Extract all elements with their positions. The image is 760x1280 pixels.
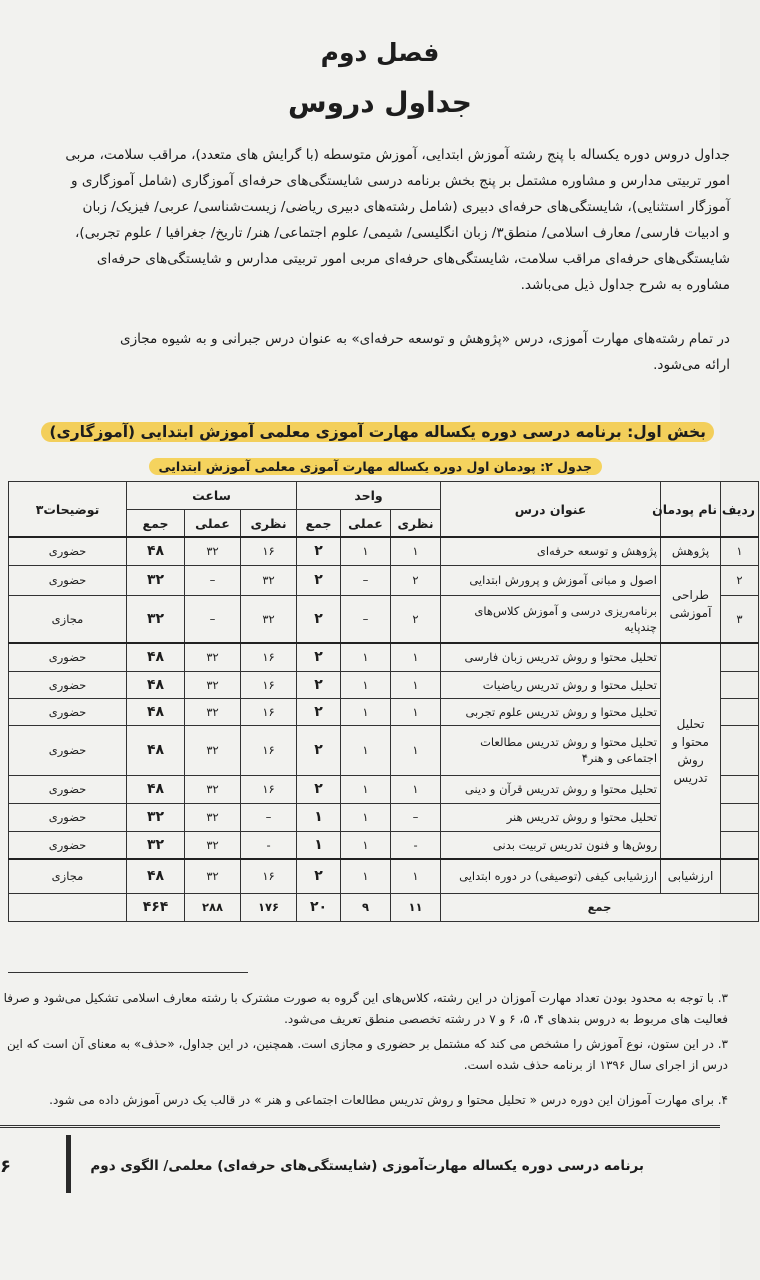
delivery-mode: مجازی xyxy=(9,859,127,893)
unit-practical: ۱ xyxy=(341,859,391,893)
hour-group-header: ساعت xyxy=(127,482,297,510)
course-title: تحلیل محتوا و روش تدریس هنر xyxy=(441,803,661,831)
unit-practical: ۱ xyxy=(341,698,391,725)
footnote-line: فعالیت های مربوط به دروس بندهای ۴، ۵، ۶ و ۷ در رشته تخصصی منطق تعریف می‌شود. xyxy=(284,1012,728,1026)
total-hour-practical: ۲۸۸ xyxy=(185,893,241,921)
unit-theory: ۱ xyxy=(391,643,441,671)
hour-theory: ۱۶ xyxy=(241,775,297,803)
unit-theory: ۱ xyxy=(391,725,441,775)
paragraph-line: در تمام رشته‌های مهارت آموزی، درس «پژوهش و توسعه حرفه‌ای» به عنوان درس جبرانی و به شیوه مجازی xyxy=(119,331,730,347)
footer-text: برنامه درسی دوره یکساله مهارت‌آموزی (شایستگی‌های حرفه‌ای) معلمی/ الگوی دوم xyxy=(90,1158,644,1174)
unit-theory: - xyxy=(391,831,441,859)
hour-practical: – xyxy=(185,595,241,643)
course-title: تحلیل محتوا و روش تدریس مطالعات اجتماعی و هنر۴ xyxy=(441,725,661,775)
row-number xyxy=(721,831,759,859)
unit-sum: ۲ xyxy=(297,725,341,775)
hour-theory: ۱۶ xyxy=(241,725,297,775)
footnote-line: ۳. با توجه به محدود بودن تعداد مهارت آموزان در این رشته، کلاس‌های این گروه به صورت مشترک با رشته معارف اسلامی تشکیل می‌شود و صرفا xyxy=(3,991,728,1005)
total-hour-sum: ۴۶۴ xyxy=(127,893,185,921)
page-number: ۶ xyxy=(0,1156,11,1177)
unit-theory: ۱ xyxy=(391,537,441,565)
hour-practical: ۳۲ xyxy=(185,537,241,565)
hour-practical: ۳۲ xyxy=(185,831,241,859)
course-title: ارزشیابی کیفی (توصیفی) در دوره ابتدایی xyxy=(441,859,661,893)
footnote-line: ۴. برای مهارت آموزان این دوره درس « تحلیل محتوا و روش تدریس مطالعات اجتماعی و هنر » در قالب یک درس آموزش داده می شود. xyxy=(49,1093,728,1107)
table-row xyxy=(9,565,759,595)
paragraph-line: شایستگی‌های حرفه‌ای مراقب سلامت، شایستگی‌های حرفه‌ای مربی امور تربیتی مدارس و شایستگی‌های حرفه‌ای xyxy=(96,251,730,267)
row-number-header: ردیف xyxy=(721,482,759,538)
unit-sum: ۲ xyxy=(297,671,341,698)
unit-practical: ۱ xyxy=(341,803,391,831)
row-number xyxy=(721,671,759,698)
total-row xyxy=(9,893,759,921)
hour-practical: ۳۲ xyxy=(185,698,241,725)
hour-theory: ۱۶ xyxy=(241,643,297,671)
unit-practical: ۱ xyxy=(341,775,391,803)
hour-practical-header: عملی xyxy=(185,510,241,538)
total-unit-sum: ۲۰ xyxy=(297,893,341,921)
hour-sum: ۴۸ xyxy=(127,643,185,671)
unit-theory: – xyxy=(391,803,441,831)
course-table xyxy=(8,481,759,922)
delivery-mode: حضوری xyxy=(9,643,127,671)
hour-sum: ۳۲ xyxy=(127,565,185,595)
unit-theory: ۱ xyxy=(391,671,441,698)
module-name: طراحی آموزشی xyxy=(661,565,721,643)
footnote-line: درس از اجرای سال ۱۳۹۶ از برنامه حذف شده است. xyxy=(463,1058,728,1072)
footnote xyxy=(0,1090,728,1111)
section-title: بخش اول: برنامه درسی دوره یکساله مهارت آموزی معلمی آموزش ابتدایی (آموزگاری) xyxy=(41,422,714,442)
hour-theory-header: نظری xyxy=(241,510,297,538)
footnote xyxy=(0,1034,728,1076)
unit-sum: ۱ xyxy=(297,803,341,831)
paragraph-line: و ادبیات فارسی/ معارف اسلامی/ منطق۳/ زبان انگلیسی/ شیمی/ علوم اجتماعی/ هنر/ تاریخ/ جغرافیا / علوم تجربی)، xyxy=(75,225,730,241)
total-unit-theory: ۱۱ xyxy=(391,893,441,921)
hour-sum: ۴۸ xyxy=(127,671,185,698)
row-number xyxy=(721,859,759,893)
paragraph-line: جداول دروس دوره یکساله با پنج رشته آموزش ابتدایی، آموزش متوسطه (با گرایش های متعدد)، مراقب سلامت، مربی xyxy=(65,147,730,163)
row-number xyxy=(721,643,759,671)
unit-practical: – xyxy=(341,565,391,595)
paragraph-line: مشاوره به شرح جداول ذیل می‌باشد. xyxy=(520,277,730,293)
footer-divider xyxy=(0,1125,720,1128)
footnote-divider xyxy=(8,972,248,973)
unit-sum-header: جمع xyxy=(297,510,341,538)
hour-practical: ۳۲ xyxy=(185,859,241,893)
chapter-title: فصل دوم xyxy=(320,38,440,67)
delivery-mode: حضوری xyxy=(9,565,127,595)
hour-theory: ۱۶ xyxy=(241,537,297,565)
row-number xyxy=(721,698,759,725)
delivery-mode: حضوری xyxy=(9,803,127,831)
unit-sum: ۲ xyxy=(297,595,341,643)
notes-header: توضیحات۳ xyxy=(9,482,127,538)
chapter-subtitle: جداول دروس xyxy=(288,86,472,119)
row-number xyxy=(721,803,759,831)
unit-sum: ۲ xyxy=(297,698,341,725)
unit-practical: ۱ xyxy=(341,537,391,565)
total-unit-practical: ۹ xyxy=(341,893,391,921)
total-hour-theory: ۱۷۶ xyxy=(241,893,297,921)
total-label: جمع xyxy=(441,893,759,921)
hour-sum: ۳۲ xyxy=(127,831,185,859)
course-title: تحلیل محتوا و روش تدریس ریاضیات xyxy=(441,671,661,698)
delivery-mode: مجازی xyxy=(9,595,127,643)
row-number: ۱ xyxy=(721,537,759,565)
hour-sum: ۴۸ xyxy=(127,859,185,893)
hour-theory: - xyxy=(241,831,297,859)
paragraph-line: آموزگار استثنایی)، شایستگی‌های حرفه‌ای دبیری (شامل رشته‌های دبیری ریاضی/ زیست‌شناسی/ عربی/ فیزیک/ زبان xyxy=(82,199,730,215)
table-caption: جدول ۲: پودمان اول دوره یکساله مهارت آموزی معلمی آموزش ابتدایی xyxy=(149,458,602,475)
intro-paragraph xyxy=(0,142,730,298)
unit-practical: ۱ xyxy=(341,725,391,775)
hour-practical: ۳۲ xyxy=(185,803,241,831)
unit-practical: ۱ xyxy=(341,671,391,698)
unit-practical: ۱ xyxy=(341,643,391,671)
hour-theory: ۱۶ xyxy=(241,671,297,698)
course-title: روش‌ها و فنون تدریس تربیت بدنی xyxy=(441,831,661,859)
footnote-line: ۳. در این ستون، نوع آموزش را مشخص می کند که مشتمل بر حضوری و مجازی است. همچنین، در این جداول، «حذف» به معنای آن است که این xyxy=(7,1037,728,1051)
hour-sum: ۴۸ xyxy=(127,725,185,775)
table-row xyxy=(9,859,759,893)
unit-practical: – xyxy=(341,595,391,643)
hour-practical: ۳۲ xyxy=(185,643,241,671)
course-title: تحلیل محتوا و روش تدریس زبان فارسی xyxy=(441,643,661,671)
row-number xyxy=(721,775,759,803)
unit-theory: ۱ xyxy=(391,775,441,803)
course-title: پژوهش و توسعه حرفه‌ای xyxy=(441,537,661,565)
course-title: تحلیل محتوا و روش تدریس علوم تجربی xyxy=(441,698,661,725)
hour-theory: ۳۲ xyxy=(241,565,297,595)
table-row xyxy=(9,698,759,725)
unit-theory: ۱ xyxy=(391,698,441,725)
table-row xyxy=(9,671,759,698)
unit-sum: ۱ xyxy=(297,831,341,859)
paragraph-line: ارائه می‌شود. xyxy=(653,357,730,373)
delivery-mode: حضوری xyxy=(9,725,127,775)
unit-sum: ۲ xyxy=(297,537,341,565)
table-header-row xyxy=(9,482,759,510)
hour-theory: ۱۶ xyxy=(241,859,297,893)
unit-practical: ۱ xyxy=(341,831,391,859)
hour-sum: ۳۲ xyxy=(127,595,185,643)
delivery-mode: حضوری xyxy=(9,775,127,803)
course-header: عنوان درس xyxy=(441,482,661,538)
module-name: ارزشیابی xyxy=(661,859,721,893)
hour-theory: ۳۲ xyxy=(241,595,297,643)
paragraph-line: امور تربیتی مدارس و مشاوره مشتمل بر پنج بخش برنامه درسی شایستگی‌های حرفه‌ای آموزگاری (شامل آموزگاری و xyxy=(70,173,730,189)
unit-sum: ۲ xyxy=(297,565,341,595)
note-paragraph xyxy=(0,326,730,378)
hour-sum: ۴۸ xyxy=(127,698,185,725)
total-notes xyxy=(9,893,127,921)
delivery-mode: حضوری xyxy=(9,831,127,859)
unit-practical-header: عملی xyxy=(341,510,391,538)
table-row xyxy=(9,595,759,643)
hour-practical: ۳۲ xyxy=(185,725,241,775)
hour-theory: – xyxy=(241,803,297,831)
hour-practical: ۳۲ xyxy=(185,671,241,698)
unit-theory: ۲ xyxy=(391,595,441,643)
table-row xyxy=(9,643,759,671)
unit-theory: ۱ xyxy=(391,859,441,893)
unit-sum: ۲ xyxy=(297,643,341,671)
delivery-mode: حضوری xyxy=(9,671,127,698)
row-number: ۳ xyxy=(721,595,759,643)
course-title: اصول و مبانی آموزش و پرورش ابتدایی xyxy=(441,565,661,595)
course-title: برنامه‌ریزی درسی و آموزش کلاس‌های چندپایه xyxy=(441,595,661,643)
module-name: پژوهش xyxy=(661,537,721,565)
unit-sum: ۲ xyxy=(297,859,341,893)
unit-sum: ۲ xyxy=(297,775,341,803)
row-number xyxy=(721,725,759,775)
hour-practical: – xyxy=(185,565,241,595)
hour-sum: ۴۸ xyxy=(127,537,185,565)
hour-theory: ۱۶ xyxy=(241,698,297,725)
hour-sum-header: جمع xyxy=(127,510,185,538)
unit-theory: ۲ xyxy=(391,565,441,595)
module-header: نام پودمان xyxy=(661,482,721,538)
footer-bar xyxy=(66,1135,71,1193)
course-title: تحلیل محتوا و روش تدریس قرآن و دینی xyxy=(441,775,661,803)
module-name: تحلیل محتوا و روش تدریس xyxy=(661,643,721,859)
hour-sum: ۳۲ xyxy=(127,803,185,831)
table-row xyxy=(9,725,759,775)
table-row xyxy=(9,537,759,565)
delivery-mode: حضوری xyxy=(9,698,127,725)
row-number: ۲ xyxy=(721,565,759,595)
table-row xyxy=(9,775,759,803)
unit-theory-header: نظری xyxy=(391,510,441,538)
hour-sum: ۴۸ xyxy=(127,775,185,803)
delivery-mode: حضوری xyxy=(9,537,127,565)
hour-practical: ۳۲ xyxy=(185,775,241,803)
table-row xyxy=(9,831,759,859)
unit-group-header: واحد xyxy=(297,482,441,510)
footnote xyxy=(0,988,728,1030)
table-row xyxy=(9,803,759,831)
